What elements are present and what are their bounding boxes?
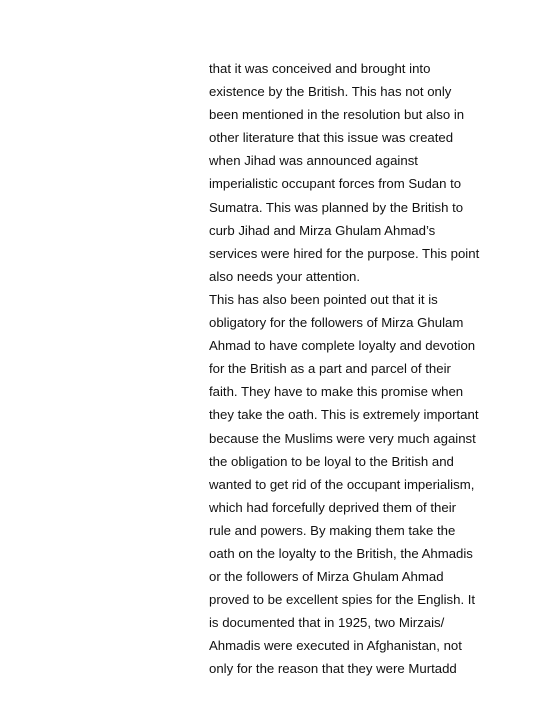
text-line: that it was conceived and brought into: [209, 61, 431, 76]
text-line: services were hired for the purpose. This point: [209, 245, 480, 261]
text-line: they take the oath. This is extremely important: [209, 407, 479, 423]
text-line: wanted to get rid of the occupant imperialism,: [209, 476, 475, 492]
text-line: other literature that this issue was created: [209, 130, 454, 146]
text-line: rule and powers. By making them take the: [209, 522, 456, 538]
text-line: obligatory for the followers of Mirza Ghulam: [209, 315, 464, 331]
text-line: when Jihad was announced against: [209, 153, 418, 169]
text-line: Ahmadis were executed in Afghanistan, not: [209, 638, 462, 654]
text-line: imperialistic occupant forces from Sudan to: [209, 176, 462, 192]
text-line: is documented that in 1925, two Mirzais/: [209, 615, 445, 631]
text-line: Sumatra. This was planned by the British to: [209, 199, 464, 215]
text-line: the obligation to be loyal to the British and: [209, 453, 454, 469]
text-line: been mentioned in the resolution but also in: [209, 107, 465, 123]
text-line: which had forcefully deprived them of their: [209, 499, 457, 515]
text-line: also needs your attention.: [209, 268, 361, 284]
text-line: proved to be excellent spies for the English. It: [209, 592, 476, 608]
text-line: oath on the loyalty to the British, the Ahmadis: [209, 545, 473, 561]
text-line: existence by the British. This has not only: [209, 84, 452, 100]
text-line: because the Muslims were very much against: [209, 430, 476, 446]
text-line: only for the reason that they were Murtadd: [209, 661, 457, 677]
text-line: This has also been pointed out that it is: [209, 291, 438, 307]
text-line: or the followers of Mirza Ghulam Ahmad: [209, 569, 444, 585]
text-line: faith. They have to make this promise when: [209, 384, 464, 400]
text-line: Ahmad to have complete loyalty and devotion: [209, 338, 476, 354]
text-line: curb Jihad and Mirza Ghulam Ahmad’s: [209, 222, 436, 238]
text-line: for the British as a part and parcel of their: [209, 361, 451, 377]
body-text: [209, 57, 479, 681]
